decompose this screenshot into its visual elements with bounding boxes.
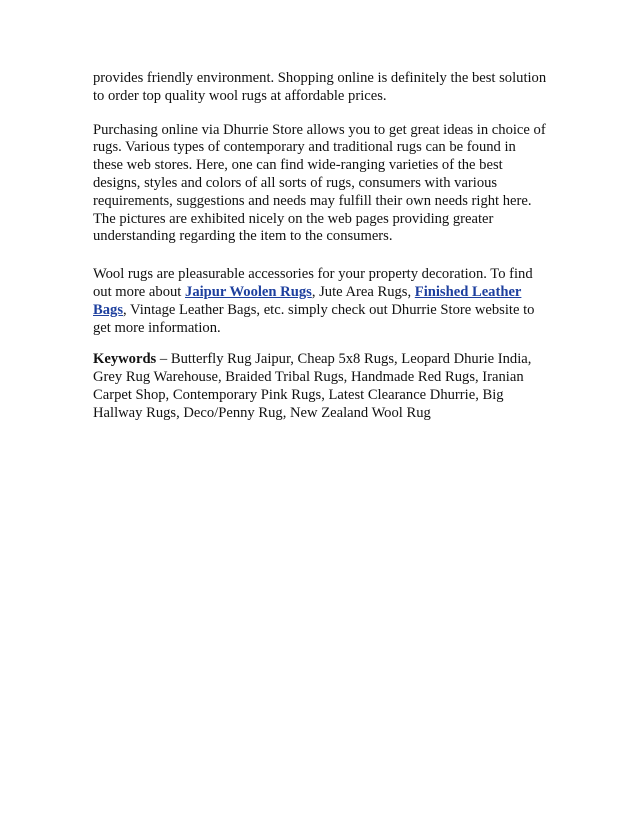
document-page (93, 70, 548, 423)
paragraph-wool-rugs (93, 266, 548, 337)
keywords-text: – Butterfly Rug Jaipur, Cheap 5x8 Rugs, Leopard Dhurie India, Grey Rug Warehouse, Braided Tribal Rugs, Handmade Red Rugs, Iranian Carpet Shop, Contemporary Pink Rugs, Latest Clearance Dhurrie, Big Hallway Rugs, Deco/Penny Rug, New Zealand Wool Rug (93, 351, 532, 421)
paragraph-keywords (93, 351, 548, 422)
jaipur-woolen-rugs-link[interactable]: Jaipur Woolen Rugs (185, 283, 312, 300)
finished-leather-bags-link[interactable]: Finished Leather Bags (93, 283, 522, 318)
wool-rugs-text-after: , Vintage Leather Bags, etc. simply check out Dhurrie Store website to get more information. (93, 301, 535, 336)
wool-rugs-text-before: Wool rugs are pleasurable accessories for your property decoration. To find out more about (93, 266, 533, 300)
paragraph-dhurrie-store: Purchasing online via Dhurrie Store allows you to get great ideas in choice of rugs. Various types of contemporary and traditional rugs can be found in these web stores. Here, one can find wide-ranging varieties of the best designs, styles and colors of all sorts of rugs, consumers with various requirements, suggestions and needs may fulfill their own needs right here. The pictures are exhibited nicely on the web pages providing greater understanding regarding the item to the consumers. (93, 121, 546, 245)
wool-rugs-text-middle: , Jute Area Rugs, (311, 283, 415, 300)
paragraph-shopping-online: provides friendly environment. Shopping online is definitely the best solution to order top quality wool rugs at affordable prices. (93, 70, 547, 104)
keywords-label: Keywords (93, 351, 157, 368)
